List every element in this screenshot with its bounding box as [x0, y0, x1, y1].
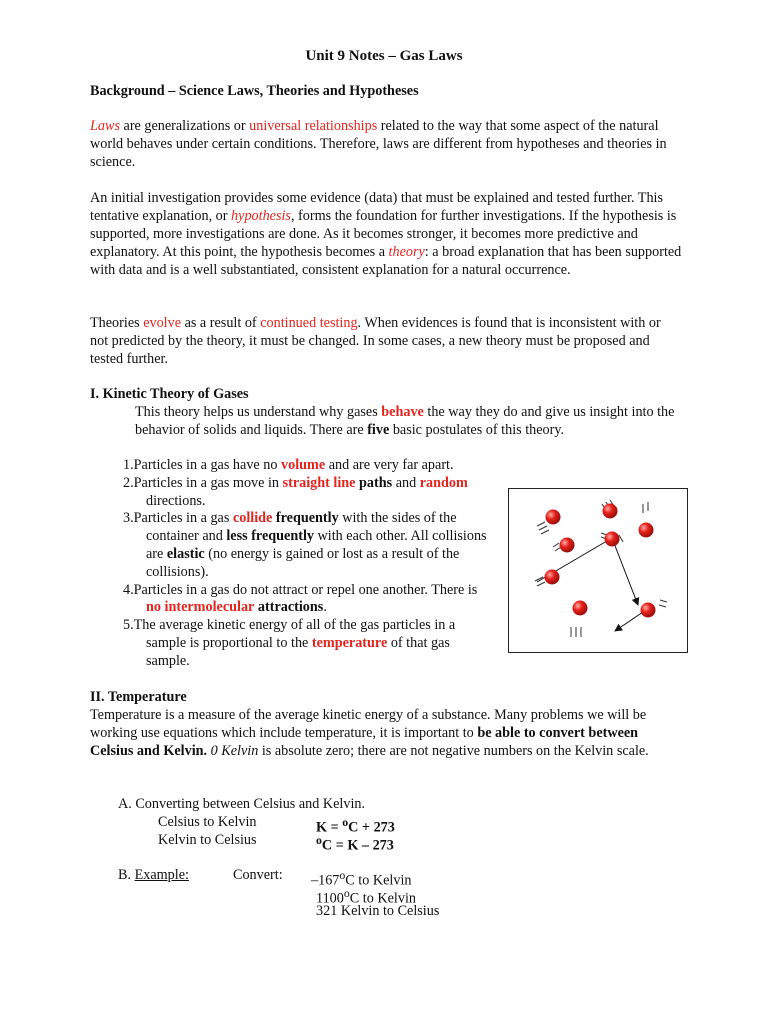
- text-run: with the sides of the container and: [146, 510, 457, 545]
- keyword: elastic: [166, 545, 205, 562]
- text-run: 2.Particles in a gas move in: [123, 474, 283, 491]
- text-run: (no energy is gained or lost as a result of the collisions).: [146, 545, 460, 580]
- postulate-item: [123, 582, 493, 618]
- postulate-item: [123, 457, 493, 475]
- keyword: 0 Kelvin: [210, 743, 259, 759]
- keyword: temperature: [311, 634, 388, 651]
- five-term: five: [367, 422, 390, 438]
- conversion-formula: [316, 831, 394, 855]
- temperature-heading: II. Temperature: [90, 689, 187, 705]
- text-run: 321 Kelvin to Celsius: [316, 903, 440, 919]
- keyword: be able to convert between Celsius and Kelvin.: [90, 725, 639, 759]
- text-run: are generalizations or: [119, 118, 250, 134]
- postulates-list: [123, 457, 493, 671]
- theories-paragraph: [90, 314, 682, 368]
- gas-particles-figure: [508, 488, 688, 653]
- laws-paragraph: [90, 117, 682, 171]
- text-run: C to Kelvin: [345, 872, 412, 889]
- hypothesis-term: hypothesis: [231, 208, 291, 224]
- degree-sup: o: [316, 833, 322, 847]
- conversion-name: Celsius to Kelvin: [158, 814, 257, 830]
- text-run: as a result of: [181, 315, 261, 331]
- text-run: C + 273: [348, 819, 395, 836]
- text-run: An initial investigation provides some evidence (data) that must be explained and tested further. This tentative explanation, or: [90, 190, 663, 224]
- background-heading: Background – Science Laws, Theories and Hypotheses: [90, 83, 419, 99]
- text-run: This theory helps us understand why gases: [135, 404, 382, 420]
- kinetic-heading: I. Kinetic Theory of Gases: [90, 386, 249, 402]
- postulate-item: [123, 475, 493, 511]
- universal-term: universal relationships: [249, 118, 378, 134]
- text-run: of that gas sample.: [146, 634, 450, 669]
- degree-sup: o: [343, 886, 350, 900]
- text-run: is absolute zero; there are not negative numbers on the Kelvin scale.: [258, 743, 649, 759]
- text-run: with each other. All collisions are: [146, 528, 487, 562]
- gas-particle: [546, 510, 561, 525]
- text-run: : a broad explanation that has been supported with data and is a well substantiated, consistent explanation for a natural occurrence.: [90, 244, 682, 278]
- text-run: 4.Particles in a gas do not attract or repel one another. There is: [123, 581, 478, 598]
- text-run: related to the way that some aspect of the natural world behaves under certain conditions. Therefore, laws are different from hypotheses and theories in science.: [90, 118, 667, 170]
- kinetic-intro: [135, 403, 675, 439]
- text-run: K =: [316, 819, 343, 836]
- laws-term: Laws: [90, 118, 120, 134]
- collision-arrow: [612, 538, 638, 605]
- keyword: paths: [359, 474, 393, 491]
- testing-term: continued testing: [260, 315, 358, 331]
- gas-particle: [545, 570, 560, 585]
- text-run: C = K – 273: [321, 837, 394, 854]
- keyword: random: [419, 474, 468, 491]
- temperature-paragraph: [90, 706, 682, 760]
- hypothesis-paragraph: [90, 189, 682, 279]
- text-run: Theories: [90, 315, 144, 331]
- text-run: and: [392, 474, 420, 491]
- keyword: straight line: [282, 474, 356, 491]
- postulate-item: [123, 617, 493, 670]
- text-run: , forms the foundation for further investigations. If the hypothesis is supported, more investigations are done. As it becomes stronger, it becomes more predictive and explanatory. At this point, the hypothesis becomes a: [90, 208, 677, 260]
- gas-particle: [605, 532, 620, 547]
- gas-particles-diagram: [509, 489, 687, 652]
- text-run: 3.Particles in a gas: [123, 510, 233, 527]
- text-run: –167: [311, 872, 340, 889]
- text-run: . When evidences is found that is inconsistent with or not predicted by the theory, it must be changed. In some cases, a new theory must be proposed and tested further.: [90, 315, 661, 367]
- behave-term: behave: [381, 404, 424, 420]
- gas-particle: [639, 523, 654, 538]
- postulate-item: [123, 510, 493, 581]
- text-run: .: [323, 599, 327, 616]
- text-run: 5.The average kinetic energy of all of the gas particles in a sample is proportional to the: [123, 617, 456, 651]
- degree-sup: o: [339, 868, 346, 882]
- evolve-term: evolve: [143, 315, 182, 331]
- example-item: [316, 902, 439, 920]
- gas-particle: [573, 601, 588, 616]
- keyword: collide: [232, 510, 273, 527]
- text-run: 1100: [316, 890, 344, 907]
- text-run: directions.: [146, 492, 206, 509]
- keyword: frequently: [275, 510, 339, 527]
- text-run: C to Kelvin: [349, 890, 416, 907]
- text-run: and are very far apart.: [325, 457, 454, 473]
- conversion-name: Kelvin to Celsius: [158, 832, 257, 848]
- example-heading: Example:: [134, 867, 189, 883]
- text-run: 1.Particles in a gas have no: [123, 457, 281, 473]
- text-run: B.: [118, 867, 135, 883]
- gas-particle: [603, 504, 618, 519]
- convert-label: Convert:: [233, 867, 283, 883]
- text-run: the way they do and give us insight into the behavior of solids and liquids. There are: [135, 404, 675, 438]
- text-run: basic postulates of this theory.: [389, 422, 565, 438]
- keyword: attractions: [257, 599, 324, 616]
- keyword: intermolecular: [164, 599, 255, 616]
- converting-label: A. Converting between Celsius and Kelvin.: [118, 796, 366, 812]
- keyword: less frequently: [226, 528, 314, 545]
- text-run: Temperature is a measure of the average kinetic energy of a substance. Many problems we will be working use equations which include temperature, it is important to: [90, 707, 647, 741]
- keyword: volume: [281, 457, 326, 473]
- page-title: Unit 9 Notes – Gas Laws: [305, 48, 463, 64]
- keyword: no: [146, 599, 161, 616]
- gas-particle: [560, 538, 575, 553]
- example-label: [118, 866, 189, 884]
- gas-particle: [641, 603, 656, 618]
- degree-sup: o: [342, 815, 349, 829]
- theory-term: theory: [388, 244, 425, 260]
